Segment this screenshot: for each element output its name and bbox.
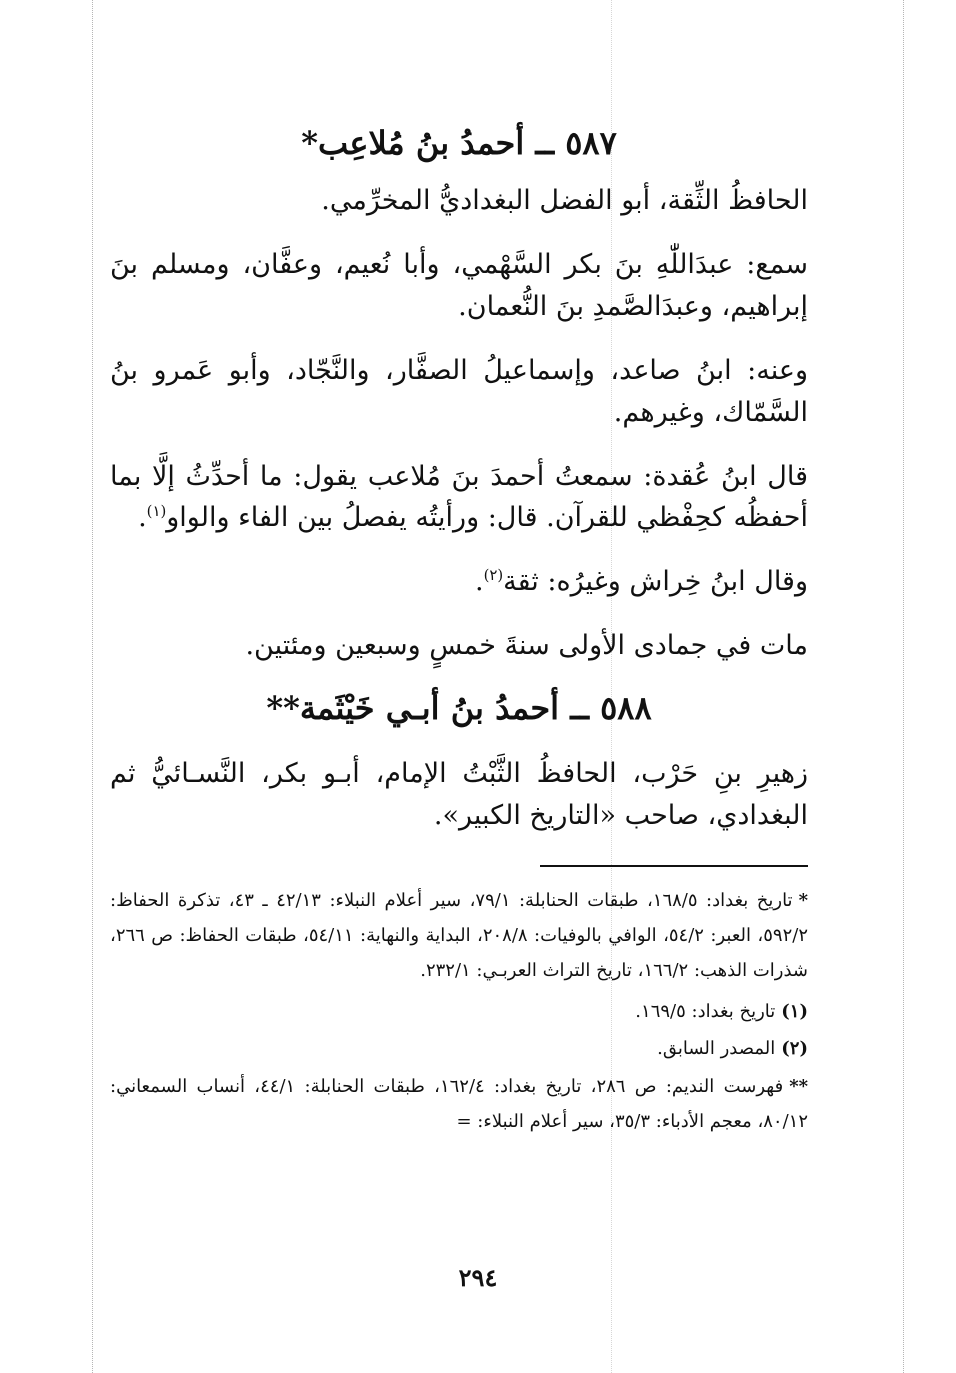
page-number: ٢٩٤: [458, 1263, 498, 1292]
entry-587-reliability-end: .: [474, 566, 484, 598]
footnote-separator: [540, 865, 808, 867]
footnote-entry-587-sources: [110, 883, 808, 988]
entry-587-teachers: سمع: عبدَاللّٰهِ بنَ بكر السَّهْمي، وأبا نُعيم، وعفَّان، ومسلم بنَ إبراهيم، وعبدَالصَّمدِ بنَ النُّعمان.: [110, 249, 808, 323]
footnote-2-mark: (٢): [781, 1038, 808, 1060]
entry-587-heading: ٥٨٧ ــ أحمدُ بنُ مُلاعِب*: [301, 124, 617, 162]
entry-587-description: الحافظُ الثِّقة، أبو الفضل البغداديُّ المخرِّمي.: [321, 185, 808, 217]
entry-587-quote-end: .: [138, 502, 147, 534]
entry-587-quote-text: قال ابنُ عُقدة: سمعتُ أحمدَ بنَ مُلاعب يقول: ما أحدِّثُ إلَّا بما أحفظُه كحِفْظي للقرآن. قال: ورأيتُه يفصلُ بين الفاء والواو: [110, 460, 808, 534]
footnote-2-text: المصدر السابق.: [657, 1038, 776, 1060]
footnote-2: [110, 1031, 808, 1066]
page-content: [110, 114, 808, 1145]
entry-587-reliability: [110, 561, 808, 603]
footnote-ref-2[interactable]: (٢): [483, 566, 504, 585]
footnote-ref-1[interactable]: (١): [146, 502, 167, 521]
footnote-entry-588-sources: [110, 1069, 808, 1139]
entry-587-death: مات في جمادى الأولى سنةَ خمسٍ وسبعين ومئتين.: [245, 630, 808, 662]
footnote-star-mark: *: [798, 890, 808, 912]
footnote-double-star-mark: **: [789, 1075, 809, 1097]
entry-587-reliability-text: وقال ابنُ خِراش وغيرُه: ثقة: [503, 566, 808, 598]
entry-588-heading: ٥٨٨ ــ أحمدُ بنُ أبـي خَيْثَمة**: [266, 688, 652, 727]
page-margin-line-right: [903, 0, 904, 1373]
footnote-double-star-text: فهرست النديم: ص ٢٨٦، تاريخ بغداد: ١٦٢/٤، طبقات الحنابلة: ٤٤/١، أنساب السمعاني: ٨٠/١٢، معجم الأدباء: ٣٥/٣، سير أعلام النبلاء: =: [110, 1075, 808, 1132]
footnote-1-text: تاريخ بغداد: ١٦٩/٥.: [635, 1001, 776, 1023]
entry-587-students: وعنه: ابنُ صاعد، وإسماعيلُ الصفَّار، والنَّجّاد، وأبو عَمرو بنُ السَّمّاك، وغيرهم.: [110, 354, 808, 428]
footnote-1: [110, 994, 808, 1029]
footnote-1-mark: (١): [781, 1001, 808, 1023]
footnotes-section: [110, 883, 808, 1139]
entry-587-quote: [110, 456, 808, 540]
footnote-star-text: تاريخ بغداد: ١٦٨/٥، طبقات الحنابلة: ٧٩/١، سير أعلام النبلاء: ٤٢/١٣ ـ ٤٣، تذكرة الحفاظ: ٥٩٢/٢، العبر: ٥٤/٢، الوافي بالوفيات: ٢٠٨/٨، البداية والنهاية: ٥٤/١١، طبقات الحفاظ: ص ٢٦٦، شذرات الذهب: ١٦٦/٢، تاريخ التراث العربـي: ٢٣٢/١.: [110, 890, 808, 982]
page-margin-line-left: [92, 0, 93, 1373]
entry-588-description: زهيرِ بنِ حَرْب، الحافظُ الثَّبْتُ الإمام، أبـو بكر، النَّسـائيُّ ثم البغدادي، صاحب «التاريخ الكبير».: [110, 758, 808, 832]
